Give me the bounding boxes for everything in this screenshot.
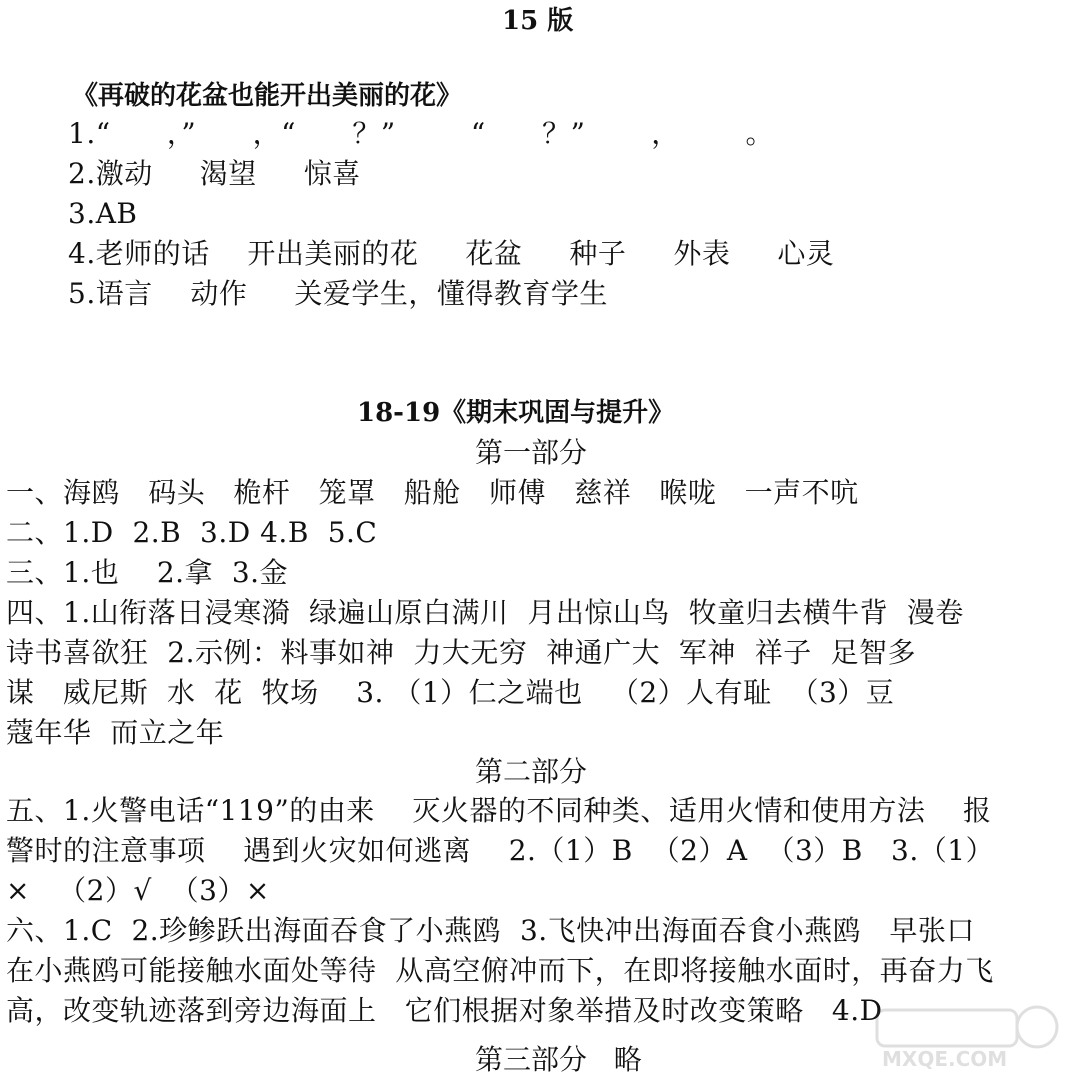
part2-line-2: 警时的注意事项 遇到火灾如何逃离 2.（1）B （2）A （3）B 3.（1）: [6, 834, 995, 867]
part1-line-2: 二、1.D 2.B 3.D 4.B 5.C: [6, 516, 378, 549]
part2-line-4: 六、1.C 2.珍鲹跃出海面吞食了小燕鸥 3.飞快冲出海面吞食小燕鸥 早张口: [6, 914, 975, 947]
section1-line-5: 5.语言 动作 关爱学生，懂得教育学生: [68, 277, 608, 310]
watermark-logo: [872, 1002, 1062, 1072]
part1-line-6: 谋 威尼斯 水 花 牧场 3. （1）仁之端也 （2）人有耻 （3）豆: [6, 676, 895, 709]
svg-text:MXQE.COM: MXQE.COM: [882, 1047, 1008, 1071]
section1-line-3: 3.AB: [68, 197, 138, 230]
section1-line-2: 2.激动 渴望 惊喜: [68, 157, 361, 190]
section1-title: 《再破的花盆也能开出美丽的花》: [72, 81, 463, 111]
part1-line-7: 蔻年华 而立之年: [6, 716, 225, 749]
page-header: 15 版: [502, 6, 574, 36]
part1-line-3: 三、1.也 2.拿 3.金: [6, 556, 289, 589]
part2-line-3: × （2）√ （3）×: [6, 874, 270, 907]
part1-line-4: 四、1.山衔落日浸寒漪 绿遍山原白满川 月出惊山鸟 牧童归去横牛背 漫卷: [6, 596, 964, 629]
part2-line-6: 高，改变轨迹落到旁边海面上 它们根据对象举措及时改变策略 4.D: [6, 994, 883, 1027]
section2-title: 18-19《期末巩固与提升》: [357, 398, 675, 428]
part2-line-5: 在小燕鸥可能接触水面处等待 从高空俯冲而下，在即将接触水面时，再奋力飞: [6, 954, 994, 987]
part1-line-1: 一、海鸥 码头 桅杆 笼罩 船舱 师傅 慈祥 喉咙 一声不吭: [6, 476, 859, 509]
part3-heading: 第三部分 略: [475, 1043, 642, 1076]
part1-line-5: 诗书喜欲狂 2.示例：料事如神 力大无穷 神通广大 军神 祥子 足智多: [6, 636, 917, 669]
section1-line-1: 1.“ ，” ，“ ？” “ ？” ， 。: [68, 117, 775, 150]
part2-heading: 第二部分: [475, 755, 588, 788]
part2-line-1: 五、1.火警电话“119”的由来 灭火器的不同种类、适用火情和使用方法 报: [6, 794, 992, 827]
part1-heading: 第一部分: [475, 436, 588, 469]
section1-line-4: 4.老师的话 开出美丽的花 花盆 种子 外表 心灵: [68, 237, 835, 270]
